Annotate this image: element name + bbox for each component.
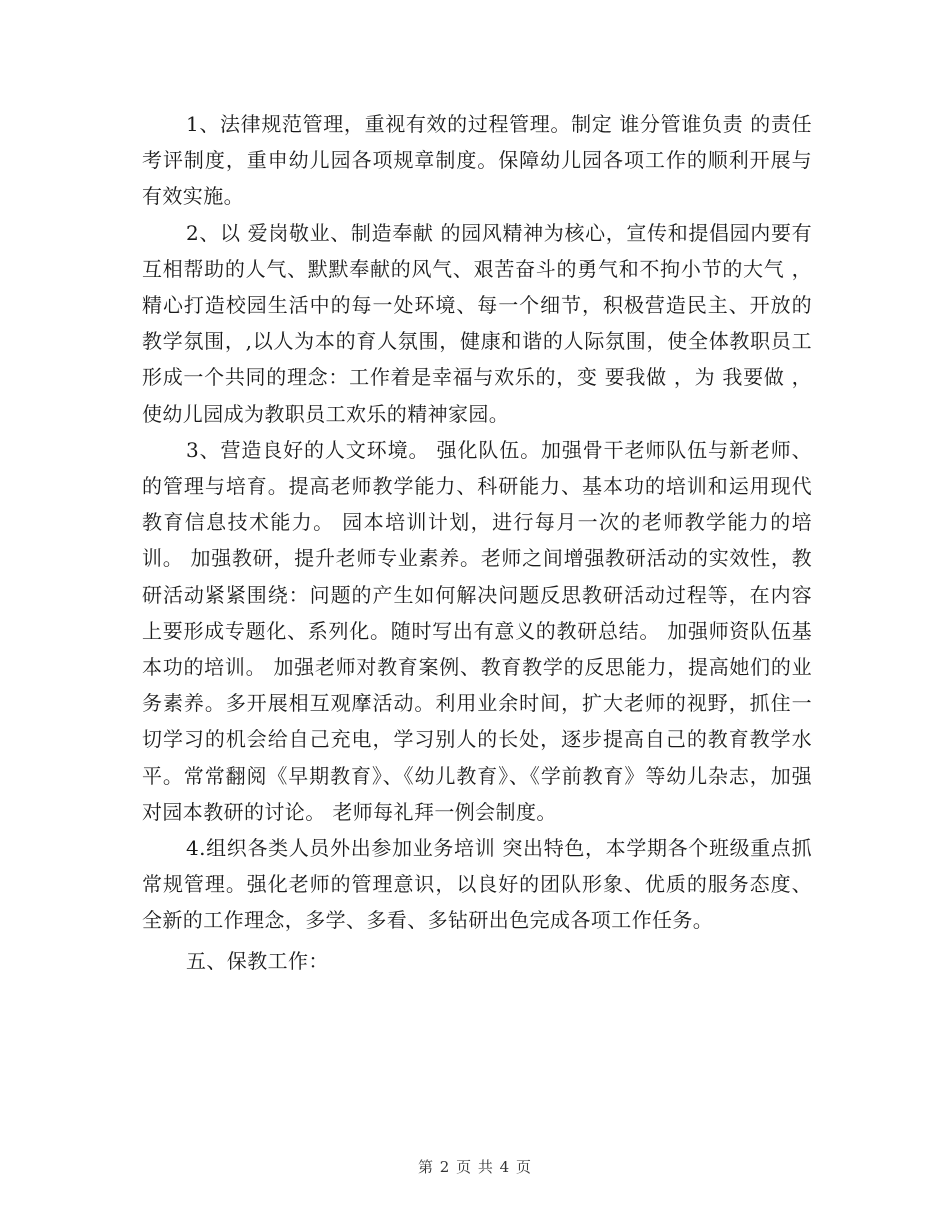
paragraph-1: 1、法律规范管理，重视有效的过程管理。制定 谁分管谁负责 的责任考评制度，重申幼儿园各项规章制度。保障幼儿园各项工作的顺利开展与有效实施。 [142, 112, 812, 209]
page-footer: 第 2 页 共 4 页 [418, 1158, 532, 1176]
paragraph-4: 4.组织各类人员外出参加业务培训 突出特色，本学期各个班级重点抓常规管理。强化老师的管理意识，以良好的团队形象、优质的服务态度、全新的工作理念，多学、多看、多钻研出色完成各项工作任务。 [142, 836, 812, 933]
document-body [142, 106, 812, 979]
paragraph-2: 2、以 爱岗敬业、制造奉献 的园风精神为核心，宣传和提倡园内要有 互相帮助的人气、默默奉献的风气、艰苦奋斗的勇气和不拘小节的大气 ，精心打造校园生活中的每一处环境、每一个细节，积极营造民主、开放的教学氛围，,以人为本的育人氛围，健康和谐的人际氛围，使全体教职员工形成一个共同的理念：工作着是幸福与欢乐的，变 要我做 ，为 我要做 ，使幼儿园成为教职员工欢乐的精神家园。 [142, 220, 812, 426]
section-heading: 五、保教工作： [186, 948, 329, 973]
paragraph-3: 3、营造良好的人文环境。 强化队伍。加强骨干老师队伍与新老师、的管理与培育。提高老师教学能力、科研能力、基本功的培训和运用现代教育信息技术能力。 园本培训计划，进行每月一次的老师教学能力的培训。 加强教研，提升老师专业素养。老师之间增强教研活动的实效性，教研活动紧紧围绕：问题的产生如何解决问题反思教研活动过程等，在内容上要形成专题化、系列化。随时写出有意义的教研总结。 加强师资队伍基本功的培训。 加强老师对教育案例、教育教学的反思能力，提高她们的业务素养。多开展相互观摩活动。利用业余时间，扩大老师的视野，抓住一切学习的机会给自己充电，学习别人的长处，逐步提高自己的教育教学水平。常常翻阅《早期教育》、《幼儿教育》、《学前教育》等幼儿杂志，加强对园本教研的讨论。 老师每礼拜一例会制度。 [142, 437, 812, 824]
